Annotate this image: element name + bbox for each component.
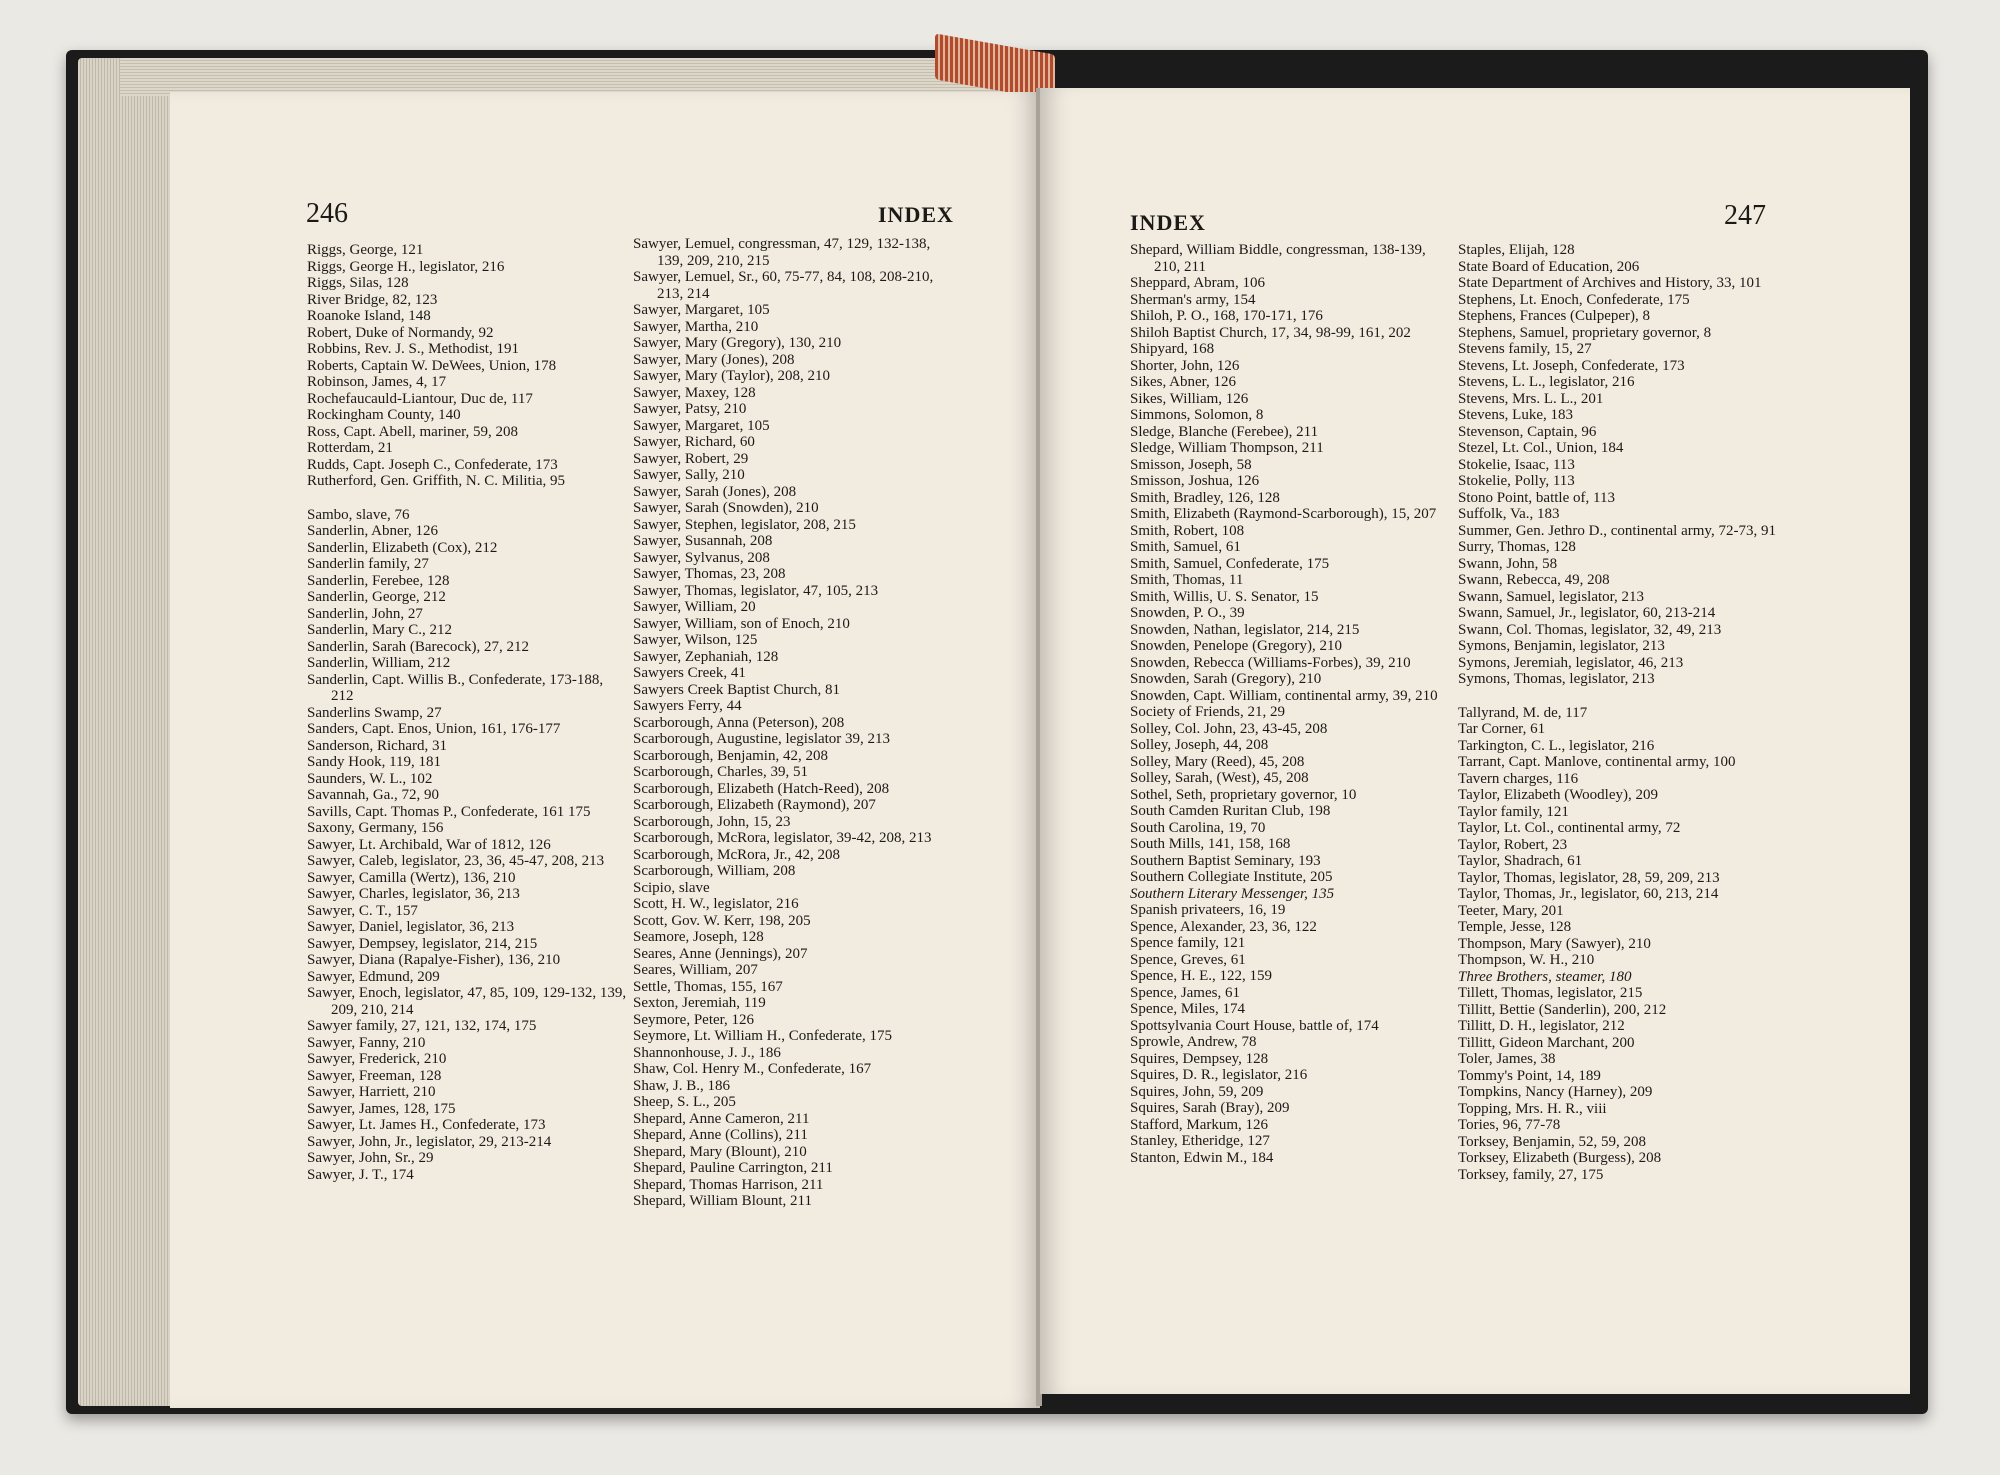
index-entry: Tillitt, Bettie (Sanderlin), 200, 212	[1458, 1001, 1667, 1018]
index-entry: Southern Literary Messenger, 135	[1130, 885, 1335, 902]
right-page-number: 247	[1724, 200, 1766, 231]
index-entry: Sawyer, Mary (Gregory), 130, 210	[633, 335, 842, 351]
index-entry: Symons, Jeremiah, legislator, 46, 213	[1458, 654, 1684, 671]
index-entry: Robinson, James, 4, 17	[307, 374, 447, 390]
index-entry: Solley, Mary (Reed), 45, 208	[1130, 753, 1305, 770]
index-entry: Tar Corner, 61	[1458, 721, 1546, 737]
index-entry: Sawyer, Harriett, 210	[307, 1084, 436, 1100]
index-entry: Taylor, Elizabeth (Woodley), 209	[1458, 787, 1658, 803]
index-entry: Smith, Elizabeth (Raymond-Scarborough), 15, 207	[1130, 506, 1437, 522]
index-entry: Spottsylvania Court House, battle of, 174	[1130, 1017, 1379, 1034]
index-entry: Shepard, Pauline Carrington, 211	[633, 1160, 833, 1176]
index-entry: Shepard, William Blount, 211	[633, 1193, 812, 1209]
index-entry: Rockingham County, 140	[307, 407, 461, 423]
index-entry: Sawyer, Maxey, 128	[633, 384, 756, 401]
index-entry: Sanders, Capt. Enos, Union, 161, 176-177	[307, 721, 561, 737]
index-entry: Sanderlin, Mary C., 212	[307, 622, 452, 638]
index-entry: Tillitt, Gideon Marchant, 200	[1458, 1034, 1635, 1051]
index-entry: Sanderlin, John, 27	[307, 605, 423, 622]
index-entry: Taylor family, 121	[1458, 803, 1569, 820]
index-entry: Sandy Hook, 119, 181	[307, 754, 442, 770]
index-entry: Sawyer, Martha, 210	[633, 318, 759, 335]
index-entry: Staples, Elijah, 128	[1458, 242, 1575, 258]
index-entry: Sledge, Blanche (Ferebee), 211	[1130, 423, 1319, 440]
index-entry: Sawyer, Wilson, 125	[633, 632, 758, 648]
index-entry: Stafford, Markum, 126	[1130, 1116, 1269, 1133]
index-entry: Smisson, Joseph, 58	[1130, 456, 1252, 473]
index-entry: Sprowle, Andrew, 78	[1130, 1034, 1257, 1050]
index-entry: Sawyer, William, son of Enoch, 210	[633, 615, 850, 632]
index-entry: Scott, Gov. W. Kerr, 198, 205	[633, 912, 811, 929]
index-entry: Torksey, Elizabeth (Burgess), 208	[1458, 1150, 1662, 1166]
index-entry: Sawyers Creek Baptist Church, 81	[633, 681, 841, 698]
index-entry: Shorter, John, 126	[1130, 357, 1240, 374]
index-entry: Stokelie, Polly, 113	[1458, 473, 1575, 489]
index-entry: Spence, Alexander, 23, 36, 122	[1130, 918, 1317, 935]
index-entry: State Department of Archives and History, 33, 101	[1458, 275, 1762, 291]
left-page-column-1	[307, 242, 627, 1183]
index-entry: Sawyer, Susannah, 208	[633, 533, 773, 549]
index-entry: Scarborough, Charles, 39, 51	[633, 764, 808, 780]
index-entry: Spence, H. E., 122, 159	[1130, 968, 1273, 984]
index-entry: Scarborough, Elizabeth (Hatch-Reed), 208	[633, 780, 890, 797]
index-entry: Shepard, Thomas Harrison, 211	[633, 1176, 824, 1193]
index-entry: Sikes, Abner, 126	[1130, 374, 1237, 390]
right-page-column-2	[1458, 242, 1776, 1183]
index-entry: Tompkins, Nancy (Harney), 209	[1458, 1084, 1653, 1100]
index-entry: Sawyer, Lt. Archibald, War of 1812, 126	[307, 836, 551, 853]
index-entry: Snowden, P. O., 39	[1130, 605, 1245, 621]
index-entry: Swann, Samuel, legislator, 213	[1458, 588, 1645, 605]
index-entry: Sheppard, Abram, 106	[1130, 275, 1265, 291]
index-entry: Stanton, Edwin M., 184	[1130, 1149, 1274, 1166]
index-entry: Sawyer, Margaret, 105	[633, 302, 770, 318]
index-entry: Swann, John, 58	[1458, 555, 1558, 572]
index-entry: Snowden, Sarah (Gregory), 210	[1130, 671, 1322, 687]
index-entry: Sawyer, C. T., 157	[307, 902, 418, 919]
index-entry: Simmons, Solomon, 8	[1130, 407, 1264, 423]
index-entry: Taylor, Shadrach, 61	[1458, 853, 1583, 869]
index-entry: Thompson, W. H., 210	[1458, 952, 1595, 968]
index-entry: Sawyer, John, Sr., 29	[307, 1150, 434, 1166]
index-entry: Stanley, Etheridge, 127	[1130, 1133, 1270, 1149]
index-entry: Shepard, Anne Cameron, 211	[633, 1110, 810, 1127]
index-entry: Smith, Thomas, 11	[1130, 572, 1244, 588]
index-entry: Sanderlins Swamp, 27	[307, 704, 442, 721]
index-entry: Sawyer, Sarah (Jones), 208	[633, 483, 797, 500]
index-entry: Surry, Thomas, 128	[1458, 539, 1576, 555]
index-entry: Suffolk, Va., 183	[1458, 506, 1560, 522]
index-entry: Roanoke Island, 148	[307, 308, 431, 324]
index-entry: Shannonhouse, J. J., 186	[633, 1044, 781, 1061]
index-entry: Sheep, S. L., 205	[633, 1094, 736, 1110]
index-entry: Shaw, Col. Henry M., Confederate, 167	[633, 1061, 872, 1077]
index-entry: Tillitt, D. H., legislator, 212	[1458, 1018, 1625, 1034]
index-entry: Smith, Robert, 108	[1130, 522, 1245, 539]
index-entry: Rutherford, Gen. Griffith, N. C. Militia, 95	[307, 473, 566, 489]
index-entry: Stevens, Lt. Joseph, Confederate, 173	[1458, 357, 1685, 374]
index-entry: Riggs, George H., legislator, 216	[307, 258, 505, 275]
index-entry: Saxony, Germany, 156	[307, 820, 444, 836]
index-entry: Squires, Sarah (Bray), 209	[1130, 1100, 1290, 1116]
index-entry: Sanderlin, Abner, 126	[307, 523, 439, 539]
index-entry: Sawyer, Lemuel, congressman, 47, 129, 132-138, 139, 209, 210, 215	[633, 236, 931, 269]
index-entry: Tallyrand, M. de, 117	[1458, 704, 1588, 721]
index-entry: Rotterdam, 21	[307, 440, 393, 456]
index-entry: Sothel, Seth, proprietary governor, 10	[1130, 786, 1357, 803]
index-entry: Sawyer, Mary (Taylor), 208, 210	[633, 368, 831, 384]
index-entry: Symons, Thomas, legislator, 213	[1458, 671, 1655, 687]
index-entry: Sanderlin, William, 212	[307, 655, 451, 671]
index-entry: Sawyer, Margaret, 105	[633, 417, 770, 434]
index-entry: Sherman's army, 154	[1130, 291, 1256, 308]
index-entry: Scipio, slave	[633, 879, 710, 896]
index-entry: Seares, Anne (Jennings), 207	[633, 945, 808, 962]
index-entry: Tarkington, C. L., legislator, 216	[1458, 737, 1655, 754]
index-entry: Squires, Dempsey, 128	[1130, 1050, 1269, 1067]
index-entry: Stezel, Lt. Col., Union, 184	[1458, 440, 1624, 456]
index-entry: Scarborough, McRora, legislator, 39-42, 208, 213	[633, 830, 932, 846]
index-entry: Seares, William, 207	[633, 962, 758, 978]
index-entry: Sawyer, Thomas, legislator, 47, 105, 213	[633, 582, 879, 599]
index-entry: Shipyard, 168	[1130, 341, 1215, 357]
index-entry: Southern Baptist Seminary, 193	[1130, 852, 1321, 869]
index-entry: Sawyer, Patsy, 210	[633, 401, 747, 417]
index-entry: Spence, Greves, 61	[1130, 951, 1246, 968]
index-entry: Smith, Bradley, 126, 128	[1130, 489, 1280, 506]
index-entry: Southern Collegiate Institute, 205	[1130, 869, 1333, 885]
index-entry: Sawyer, Frederick, 210	[307, 1051, 447, 1067]
index-entry: Scarborough, Benjamin, 42, 208	[633, 747, 828, 764]
index-entry: South Camden Ruritan Club, 198	[1130, 803, 1331, 819]
index-entry: Stevens, Luke, 183	[1458, 407, 1573, 423]
index-entry: Thompson, Mary (Sawyer), 210	[1458, 935, 1651, 952]
left-page	[170, 92, 1040, 1408]
index-entry: Sawyer, Caleb, legislator, 23, 36, 45-47, 208, 213	[307, 853, 605, 869]
index-entry: Smith, Samuel, 61	[1130, 539, 1241, 555]
index-entry: Shiloh, P. O., 168, 170-171, 176	[1130, 308, 1323, 324]
index-entry: Swann, Rebecca, 49, 208	[1458, 572, 1610, 588]
right-page-header: INDEX	[1130, 210, 1206, 235]
index-entry: Sawyer, Stephen, legislator, 208, 215	[633, 516, 856, 533]
index-entry: Spence, James, 61	[1130, 984, 1240, 1001]
index-entry: Toler, James, 38	[1458, 1051, 1556, 1067]
index-entry: Snowden, Penelope (Gregory), 210	[1130, 638, 1343, 654]
index-entry: Scarborough, John, 15, 23	[633, 813, 791, 830]
index-entry: Sawyers Ferry, 44	[633, 698, 742, 714]
index-entry: Rochefaucauld-Liantour, Duc de, 117	[307, 390, 533, 407]
index-entry: Sanderlin, Elizabeth (Cox), 212	[307, 539, 498, 556]
index-entry: Savills, Capt. Thomas P., Confederate, 161 175	[307, 803, 591, 820]
index-entry: Shaw, J. B., 186	[633, 1077, 730, 1094]
index-entry: Sawyer, Dempsey, legislator, 214, 215	[307, 935, 538, 952]
index-entry: Sawyer, James, 128, 175	[307, 1100, 456, 1117]
index-entry: Society of Friends, 21, 29	[1130, 704, 1285, 720]
index-entry: Shiloh Baptist Church, 17, 34, 98-99, 161, 202	[1130, 324, 1411, 341]
index-entry: Robert, Duke of Normandy, 92	[307, 324, 494, 341]
index-entry: Symons, Benjamin, legislator, 213	[1458, 638, 1665, 654]
index-entry: Robbins, Rev. J. S., Methodist, 191	[307, 341, 519, 357]
index-entry: Sawyer, John, Jr., legislator, 29, 213-214	[307, 1133, 552, 1150]
index-entry: Sikes, William, 126	[1130, 390, 1249, 407]
index-entry: Sawyer, Thomas, 23, 208	[633, 566, 786, 582]
index-entry: River Bridge, 82, 123	[307, 291, 438, 308]
index-entry: Swann, Samuel, Jr., legislator, 60, 213-214	[1458, 605, 1716, 621]
index-entry: Sawyer, Diana (Rapalye-Fisher), 136, 210	[307, 952, 561, 968]
index-entry: Sanderlin family, 27	[307, 556, 429, 572]
index-entry: Rudds, Capt. Joseph C., Confederate, 173	[307, 456, 558, 473]
index-entry: Snowden, Rebecca (Williams-Forbes), 39, 210	[1130, 654, 1411, 671]
index-entry: Smith, Samuel, Confederate, 175	[1130, 555, 1330, 572]
index-entry: Sawyer, Sally, 210	[633, 467, 745, 483]
index-entry: South Carolina, 19, 70	[1130, 819, 1266, 836]
index-entry: Scarborough, Anna (Peterson), 208	[633, 714, 845, 731]
index-entry: Scarborough, Elizabeth (Raymond), 207	[633, 797, 876, 813]
index-entry: Sawyer, Mary (Jones), 208	[633, 351, 795, 368]
index-entry: Torksey, Benjamin, 52, 59, 208	[1458, 1133, 1646, 1150]
index-entry: Sawyer, Freeman, 128	[307, 1067, 442, 1084]
index-entry: Squires, D. R., legislator, 216	[1130, 1067, 1308, 1083]
page-edges	[78, 58, 178, 1406]
index-entry: Sexton, Jeremiah, 119	[633, 995, 766, 1011]
left-page-header: INDEX	[878, 202, 954, 227]
index-entry: Snowden, Nathan, legislator, 214, 215	[1130, 621, 1360, 638]
index-entry: Sambo, slave, 76	[307, 506, 410, 523]
index-entry: Sawyer, Lt. James H., Confederate, 173	[307, 1117, 546, 1133]
index-entry: Teeter, Mary, 201	[1458, 902, 1564, 919]
index-entry: Sawyers Creek, 41	[633, 665, 746, 681]
index-entry: Stevens, L. L., legislator, 216	[1458, 374, 1635, 390]
index-entry: Sanderlin, Capt. Willis B., Confederate, 173-188, 212	[307, 671, 604, 704]
index-entry: Tillett, Thomas, legislator, 215	[1458, 985, 1643, 1001]
index-entry: Shepard, Anne (Collins), 211	[633, 1127, 808, 1143]
index-entry: Seamore, Joseph, 128	[633, 929, 764, 945]
index-entry: Shepard, William Biddle, congressman, 138-139, 210, 211	[1130, 242, 1426, 275]
index-entry: Saunders, W. L., 102	[307, 770, 433, 787]
right-page	[1040, 88, 1910, 1394]
index-entry: Sawyer, Daniel, legislator, 36, 213	[307, 919, 515, 935]
page-edges-top	[120, 58, 1040, 96]
left-page-number: 246	[306, 198, 348, 229]
index-entry: Sawyer, Camilla (Wertz), 136, 210	[307, 869, 516, 886]
index-entry: Summer, Gen. Jethro D., continental army, 72-73, 91	[1458, 522, 1776, 539]
index-entry: Stephens, Frances (Culpeper), 8	[1458, 308, 1651, 324]
index-entry: Roberts, Captain W. DeWees, Union, 178	[307, 357, 557, 374]
index-entry: Sanderlin, Sarah (Barecock), 27, 212	[307, 638, 530, 655]
index-entry: Riggs, George, 121	[307, 242, 424, 258]
index-entry: Scarborough, Augustine, legislator 39, 213	[633, 731, 891, 747]
index-entry: Riggs, Silas, 128	[307, 275, 409, 291]
index-entry: Sawyer, J. T., 174	[307, 1166, 414, 1183]
index-entry: Tommy's Point, 14, 189	[1458, 1067, 1601, 1084]
index-entry: Stono Point, battle of, 113	[1458, 489, 1615, 506]
index-entry: Scarborough, McRora, Jr., 42, 208	[633, 846, 841, 863]
index-entry: Scott, H. W., legislator, 216	[633, 896, 799, 912]
index-entry: Stephens, Lt. Enoch, Confederate, 175	[1458, 291, 1690, 308]
index-entry: Sanderlin, George, 212	[307, 589, 446, 605]
index-entry: Sawyer, Lemuel, Sr., 60, 75-77, 84, 108, 208-210, 213, 214	[633, 269, 934, 302]
index-entry: Taylor, Lt. Col., continental army, 72	[1458, 820, 1681, 836]
index-entry: Stokelie, Isaac, 113	[1458, 456, 1575, 473]
index-entry: Solley, Col. John, 23, 43-45, 208	[1130, 720, 1328, 737]
index-entry: Taylor, Thomas, legislator, 28, 59, 209, 213	[1458, 869, 1720, 886]
index-entry: Taylor, Robert, 23	[1458, 836, 1568, 853]
index-entry: Sawyer, Charles, legislator, 36, 213	[307, 886, 520, 902]
index-entry: Ross, Capt. Abell, mariner, 59, 208	[307, 423, 519, 440]
index-entry: Sawyer, William, 20	[633, 599, 756, 615]
index-entry: Spence, Miles, 174	[1130, 1001, 1245, 1017]
index-entry: Seymore, Lt. William H., Confederate, 175	[633, 1028, 893, 1044]
index-entry: Sanderson, Richard, 31	[307, 737, 447, 754]
index-entry: Sawyer, Fanny, 210	[307, 1034, 426, 1051]
index-entry: Stevens, Mrs. L. L., 201	[1458, 390, 1604, 407]
index-entry: Stevens family, 15, 27	[1458, 341, 1592, 357]
index-entry: Tories, 96, 77-78	[1458, 1117, 1561, 1133]
index-entry: Shepard, Mary (Blount), 210	[633, 1143, 807, 1160]
index-entry: Scarborough, William, 208	[633, 863, 796, 879]
index-entry: Spanish privateers, 16, 19	[1130, 902, 1286, 918]
index-entry: Sawyer, Richard, 60	[633, 434, 755, 450]
index-entry: Temple, Jesse, 128	[1458, 919, 1572, 935]
right-page-column-1	[1130, 242, 1450, 1166]
index-entry: Snowden, Capt. William, continental army, 39, 210	[1130, 687, 1438, 704]
index-entry: Tarrant, Capt. Manlove, continental army, 100	[1458, 754, 1736, 770]
index-entry: Sawyer, Enoch, legislator, 47, 85, 109, 129-132, 139, 209, 210, 214	[307, 985, 627, 1018]
index-entry: Smisson, Joshua, 126	[1130, 473, 1260, 489]
index-entry: Taylor, Thomas, Jr., legislator, 60, 213, 214	[1458, 886, 1719, 902]
index-entry: Sawyer, Sylvanus, 208	[633, 549, 770, 566]
left-page-column-2	[633, 236, 943, 1210]
index-entry: Swann, Col. Thomas, legislator, 32, 49, 213	[1458, 621, 1722, 638]
index-entry: Smith, Willis, U. S. Senator, 15	[1130, 588, 1319, 605]
index-entry: Savannah, Ga., 72, 90	[307, 787, 440, 803]
index-entry: Torksey, family, 27, 175	[1458, 1166, 1604, 1183]
index-entry: Solley, Sarah, (West), 45, 208	[1130, 770, 1309, 786]
index-entry: South Mills, 141, 158, 168	[1130, 836, 1291, 852]
index-entry: Sawyer, Robert, 29	[633, 450, 749, 467]
index-entry: Sawyer, Edmund, 209	[307, 968, 440, 985]
index-entry: Stephens, Samuel, proprietary governor, 8	[1458, 324, 1712, 341]
index-entry: Sanderlin, Ferebee, 128	[307, 572, 450, 589]
index-entry: Squires, John, 59, 209	[1130, 1083, 1264, 1100]
index-entry: Spence family, 121	[1130, 935, 1246, 951]
index-entry: Solley, Joseph, 44, 208	[1130, 737, 1269, 753]
index-entry: Tavern charges, 116	[1458, 770, 1579, 787]
index-entry: Sawyer family, 27, 121, 132, 174, 175	[307, 1018, 537, 1034]
index-entry: Sawyer, Zephaniah, 128	[633, 648, 779, 665]
index-entry: Sawyer, Sarah (Snowden), 210	[633, 500, 819, 516]
index-entry: Sledge, William Thompson, 211	[1130, 440, 1324, 456]
index-entry: Stevenson, Captain, 96	[1458, 423, 1597, 440]
index-entry: Topping, Mrs. H. R., viii	[1458, 1100, 1607, 1117]
index-entry: Settle, Thomas, 155, 167	[633, 978, 783, 995]
index-entry: State Board of Education, 206	[1458, 258, 1640, 275]
index-entry: Three Brothers, steamer, 180	[1458, 968, 1632, 985]
index-entry: Seymore, Peter, 126	[633, 1011, 755, 1028]
